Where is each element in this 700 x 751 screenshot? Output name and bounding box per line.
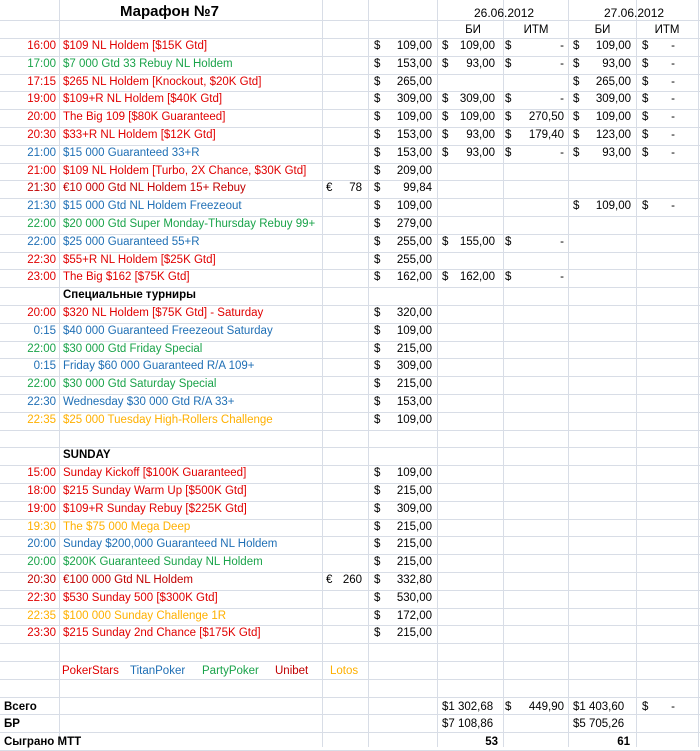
dollar-sign: $	[374, 360, 381, 372]
day2-itm: -	[671, 76, 675, 88]
buyin-value: 530,00	[396, 592, 432, 604]
section-heading: Специальные турниры	[63, 289, 196, 301]
buyin-value: 215,00	[396, 627, 432, 639]
tournament-name: $7 000 Gtd 33 Rebuy NL Holdem	[63, 58, 233, 70]
dollar-sign: $	[374, 503, 381, 515]
dollar-sign: $	[374, 111, 381, 123]
dollar-sign: $	[573, 93, 580, 105]
tournament-name: The Big $162 [$75K Gtd]	[63, 271, 190, 283]
day2-buyin: 265,00	[595, 76, 631, 88]
buyin-value: 99,84	[403, 182, 432, 194]
tournament-name: $30 000 Gtd Saturday Special	[63, 378, 217, 390]
buyin-value: 153,00	[396, 129, 432, 141]
tournament-time: 22:30	[27, 254, 56, 266]
day2-buyin: 93,00	[602, 147, 631, 159]
buyin-value: 209,00	[396, 165, 432, 177]
total-bi-day1: $1 302,68	[442, 701, 494, 713]
buyin-value: 215,00	[396, 485, 432, 497]
day2-buyin: 309,00	[595, 93, 631, 105]
buyin-value: 215,00	[396, 521, 432, 533]
dollar-sign: $	[374, 378, 381, 390]
dollar-sign: $	[374, 485, 381, 497]
tournament-name: $109 NL Holdem [$15K Gtd]	[63, 40, 208, 52]
buyin-value: 215,00	[396, 538, 432, 550]
dollar-sign: $	[374, 254, 381, 266]
dollar-sign: $	[573, 40, 580, 52]
legend-item: PartyPoker	[202, 665, 259, 677]
tournament-name: €10 000 Gtd NL Holdem 15+ Rebuy	[63, 182, 246, 194]
grid-column-line	[368, 0, 369, 747]
day1-itm: -	[560, 58, 564, 70]
dollar-sign: $	[642, 200, 649, 212]
day2-buyin: 109,00	[595, 200, 631, 212]
tournament-name: $109+R NL Holdem [$40K Gtd]	[63, 93, 223, 105]
total-itm-day2: -	[671, 701, 675, 713]
dollar-sign: $	[505, 271, 512, 283]
tournament-time: 19:30	[27, 521, 56, 533]
grid-column-line	[636, 0, 637, 747]
dollar-sign: $	[374, 218, 381, 230]
buyin-value: 109,00	[396, 414, 432, 426]
played-label: Сыграно МТТ	[4, 736, 82, 748]
tournament-name: €100 000 Gtd NL Holdem	[63, 574, 193, 586]
buyin-value: 215,00	[396, 378, 432, 390]
buyin-value: 332,80	[396, 574, 432, 586]
grid-row-line	[0, 430, 700, 431]
dollar-sign: $	[374, 182, 381, 194]
dollar-sign: $	[374, 396, 381, 408]
dollar-sign: $	[642, 93, 649, 105]
br-day2: $5 705,26	[573, 718, 625, 730]
day1-buyin: 309,00	[459, 93, 495, 105]
day1-buyin: 93,00	[466, 147, 495, 159]
euro-sign: €	[326, 182, 333, 194]
tournament-name: $25 000 Tuesday High-Rollers Challenge	[63, 414, 273, 426]
dollar-sign: $	[505, 129, 512, 141]
tournament-time: 17:00	[27, 58, 56, 70]
day1-buyin: 93,00	[466, 58, 495, 70]
sheet-title: Марафон №7	[120, 3, 219, 20]
buyin-value: 265,00	[396, 76, 432, 88]
day1-itm: 179,40	[528, 129, 564, 141]
buyin-value: 109,00	[396, 111, 432, 123]
buyin-value: 153,00	[396, 58, 432, 70]
tournament-time: 21:30	[27, 182, 56, 194]
day1-buyin: 109,00	[459, 111, 495, 123]
tournament-time: 21:00	[27, 165, 56, 177]
dollar-sign: $	[442, 271, 449, 283]
tournament-name: Friday $60 000 Guaranteed R/A 109+	[63, 360, 255, 372]
dollar-sign: $	[573, 111, 580, 123]
tournament-time: 20:00	[27, 307, 56, 319]
tournament-time: 20:30	[27, 574, 56, 586]
tournament-time: 20:30	[27, 129, 56, 141]
dollar-sign: $	[374, 521, 381, 533]
grid-row-line	[0, 20, 700, 21]
day1-itm: -	[560, 40, 564, 52]
dollar-sign: $	[374, 236, 381, 248]
tournament-time: 21:00	[27, 147, 56, 159]
buyin-value: 109,00	[396, 467, 432, 479]
day1-buyin: 155,00	[459, 236, 495, 248]
tournament-time: 0:15	[33, 360, 56, 372]
date-header-1: 26.06.2012	[474, 6, 535, 20]
tournament-name: $215 Sunday 2nd Chance [$175K Gtd]	[63, 627, 261, 639]
buyin-value: 109,00	[396, 40, 432, 52]
dollar-sign: $	[374, 414, 381, 426]
tournament-time: 21:30	[27, 200, 56, 212]
dollar-sign: $	[374, 200, 381, 212]
dollar-sign: $	[374, 556, 381, 568]
tournament-time: 15:00	[27, 467, 56, 479]
tournament-name: $15 000 Guaranteed 33+R	[63, 147, 200, 159]
dollar-sign: $	[573, 147, 580, 159]
grid-column-line	[322, 0, 323, 747]
dollar-sign: $	[573, 58, 580, 70]
tournament-name: $15 000 Gtd NL Holdem Freezeout	[63, 200, 242, 212]
tournament-name: $109 NL Holdem [Turbo, 2X Chance, $30K Gtd]	[63, 165, 307, 177]
euro-sign: €	[326, 574, 333, 586]
euro-amount: 260	[342, 574, 362, 586]
tournament-name: $100 000 Sunday Challenge 1R	[63, 610, 227, 622]
played-count-day2: 61	[617, 736, 630, 748]
buyin-value: 162,00	[396, 271, 432, 283]
day2-itm: -	[671, 147, 675, 159]
dollar-sign: $	[642, 111, 649, 123]
dollar-sign: $	[442, 111, 449, 123]
buyin-value: 320,00	[396, 307, 432, 319]
tournament-name: $320 NL Holdem [$75K Gtd] - Saturday	[63, 307, 264, 319]
col-header-itm-1: ИТМ	[523, 24, 549, 36]
day2-itm: -	[671, 200, 675, 212]
dollar-sign: $	[442, 129, 449, 141]
tournament-time: 20:00	[27, 111, 56, 123]
legend-item: PokerStars	[62, 665, 119, 677]
tournament-time: 16:00	[27, 40, 56, 52]
day2-itm: -	[671, 58, 675, 70]
buyin-value: 255,00	[396, 236, 432, 248]
grid-row-line	[0, 661, 700, 662]
dollar-sign: $	[374, 58, 381, 70]
buyin-value: 172,00	[396, 610, 432, 622]
tournament-time: 19:00	[27, 503, 56, 515]
dollar-sign: $	[442, 58, 449, 70]
tournament-name: The Big 109 [$80K Guaranteed]	[63, 111, 226, 123]
dollar-sign: $	[374, 325, 381, 337]
day1-buyin: 93,00	[466, 129, 495, 141]
dollar-sign: $	[642, 147, 649, 159]
dollar-sign: $	[442, 236, 449, 248]
buyin-value: 309,00	[396, 503, 432, 515]
dollar-sign: $	[573, 129, 580, 141]
buyin-value: 109,00	[396, 200, 432, 212]
tournament-name: $109+R Sunday Rebuy [$225K Gtd]	[63, 503, 247, 515]
grid-column-line	[503, 0, 504, 747]
dollar-sign: $	[374, 40, 381, 52]
dollar-sign: $	[505, 58, 512, 70]
tournament-name: $33+R NL Holdem [$12K Gtd]	[63, 129, 216, 141]
dollar-sign: $	[374, 538, 381, 550]
dollar-sign: $	[374, 610, 381, 622]
dollar-sign: $	[374, 592, 381, 604]
dollar-sign: $	[505, 40, 512, 52]
tournament-name: $30 000 Gtd Friday Special	[63, 343, 203, 355]
tournament-time: 19:00	[27, 93, 56, 105]
day1-itm: -	[560, 236, 564, 248]
dollar-sign: $	[374, 574, 381, 586]
grid-column-line	[568, 0, 569, 747]
buyin-value: 153,00	[396, 147, 432, 159]
dollar-sign: $	[374, 147, 381, 159]
buyin-value: 309,00	[396, 360, 432, 372]
day1-itm: -	[560, 93, 564, 105]
day2-buyin: 123,00	[595, 129, 631, 141]
grid-row-line	[0, 697, 700, 698]
day1-buyin: 162,00	[459, 271, 495, 283]
col-header-itm-2: ИТМ	[654, 24, 680, 36]
dollar-sign: $	[642, 701, 649, 713]
dollar-sign: $	[642, 76, 649, 88]
buyin-value: 215,00	[396, 556, 432, 568]
tournament-name: $530 Sunday 500 [$300K Gtd]	[63, 592, 218, 604]
tournament-name: Sunday $200,000 Guaranteed NL Holdem	[63, 538, 278, 550]
dollar-sign: $	[573, 200, 580, 212]
tournament-name: $20 000 Gtd Super Monday-Thursday Rebuy 99+	[63, 218, 316, 230]
grid-column-line	[437, 0, 438, 747]
section-heading: SUNDAY	[63, 449, 111, 461]
tournament-name: $55+R NL Holdem [$25K Gtd]	[63, 254, 216, 266]
played-count-day1: 53	[485, 736, 498, 748]
br-label: БР	[4, 718, 20, 730]
day1-itm: -	[560, 271, 564, 283]
dollar-sign: $	[374, 76, 381, 88]
tournament-name: $265 NL Holdem [Knockout, $20K Gtd]	[63, 76, 262, 88]
br-day1: $7 108,86	[442, 718, 494, 730]
tournament-time: 20:00	[27, 556, 56, 568]
total-bi-day2: $1 403,60	[573, 701, 625, 713]
buyin-value: 279,00	[396, 218, 432, 230]
dollar-sign: $	[642, 58, 649, 70]
dollar-sign: $	[442, 147, 449, 159]
legend-item: Lotos	[330, 665, 359, 677]
legend-item: Unibet	[275, 665, 309, 677]
tournament-time: 22:00	[27, 343, 56, 355]
buyin-value: 215,00	[396, 343, 432, 355]
dollar-sign: $	[505, 111, 512, 123]
day2-itm: -	[671, 93, 675, 105]
tournament-name: Sunday Kickoff [$100K Guaranteed]	[63, 467, 247, 479]
dollar-sign: $	[374, 165, 381, 177]
dollar-sign: $	[505, 147, 512, 159]
tournament-time: 22:00	[27, 378, 56, 390]
grid-column-line	[59, 0, 60, 747]
col-header-bi-2: БИ	[594, 24, 611, 36]
dollar-sign: $	[505, 701, 512, 713]
dollar-sign: $	[642, 129, 649, 141]
tournament-time: 22:30	[27, 592, 56, 604]
date-header-2: 27.06.2012	[604, 6, 665, 20]
day2-itm: -	[671, 129, 675, 141]
tournament-time: 22:00	[27, 236, 56, 248]
legend-item: TitanPoker	[130, 665, 186, 677]
tournament-time: 22:30	[27, 396, 56, 408]
day1-itm: 270,50	[528, 111, 564, 123]
day2-buyin: 109,00	[595, 40, 631, 52]
dollar-sign: $	[374, 627, 381, 639]
total-label: Всего	[4, 701, 37, 713]
dollar-sign: $	[374, 307, 381, 319]
tournament-time: 23:00	[27, 271, 56, 283]
day2-buyin: 93,00	[602, 58, 631, 70]
tournament-name: Wednesday $30 000 Gtd R/A 33+	[63, 396, 235, 408]
day2-itm: -	[671, 40, 675, 52]
dollar-sign: $	[374, 129, 381, 141]
dollar-sign: $	[374, 271, 381, 283]
dollar-sign: $	[442, 40, 449, 52]
tournament-name: $200K Guaranteed Sunday NL Holdem	[63, 556, 263, 568]
tournament-time: 22:35	[27, 414, 56, 426]
tournament-name: $25 000 Guaranteed 55+R	[63, 236, 200, 248]
buyin-value: 255,00	[396, 254, 432, 266]
total-itm-day1: 449,90	[528, 701, 564, 713]
tournament-time: 22:35	[27, 610, 56, 622]
dollar-sign: $	[642, 40, 649, 52]
day2-buyin: 109,00	[595, 111, 631, 123]
euro-amount: 78	[349, 182, 362, 194]
dollar-sign: $	[505, 236, 512, 248]
col-header-bi-1: БИ	[465, 24, 481, 36]
dollar-sign: $	[374, 93, 381, 105]
tournament-name: The $75 000 Mega Deep	[63, 521, 191, 533]
tournament-time: 18:00	[27, 485, 56, 497]
dollar-sign: $	[505, 93, 512, 105]
grid-row-line	[0, 643, 700, 644]
grid-column-line	[698, 0, 699, 747]
day2-itm: -	[671, 111, 675, 123]
tournament-time: 23:30	[27, 627, 56, 639]
tournament-time: 22:00	[27, 218, 56, 230]
buyin-value: 109,00	[396, 325, 432, 337]
dollar-sign: $	[573, 76, 580, 88]
tournament-time: 0:15	[33, 325, 56, 337]
day1-buyin: 109,00	[459, 40, 495, 52]
dollar-sign: $	[374, 343, 381, 355]
tournament-name: $40 000 Guaranteed Freezeout Saturday	[63, 325, 273, 337]
day1-itm: -	[560, 147, 564, 159]
buyin-value: 309,00	[396, 93, 432, 105]
dollar-sign: $	[442, 93, 449, 105]
tournament-time: 17:15	[27, 76, 56, 88]
buyin-value: 153,00	[396, 396, 432, 408]
tournament-time: 20:00	[27, 538, 56, 550]
tournament-name: $215 Sunday Warm Up [$500K Gtd]	[63, 485, 247, 497]
dollar-sign: $	[374, 467, 381, 479]
